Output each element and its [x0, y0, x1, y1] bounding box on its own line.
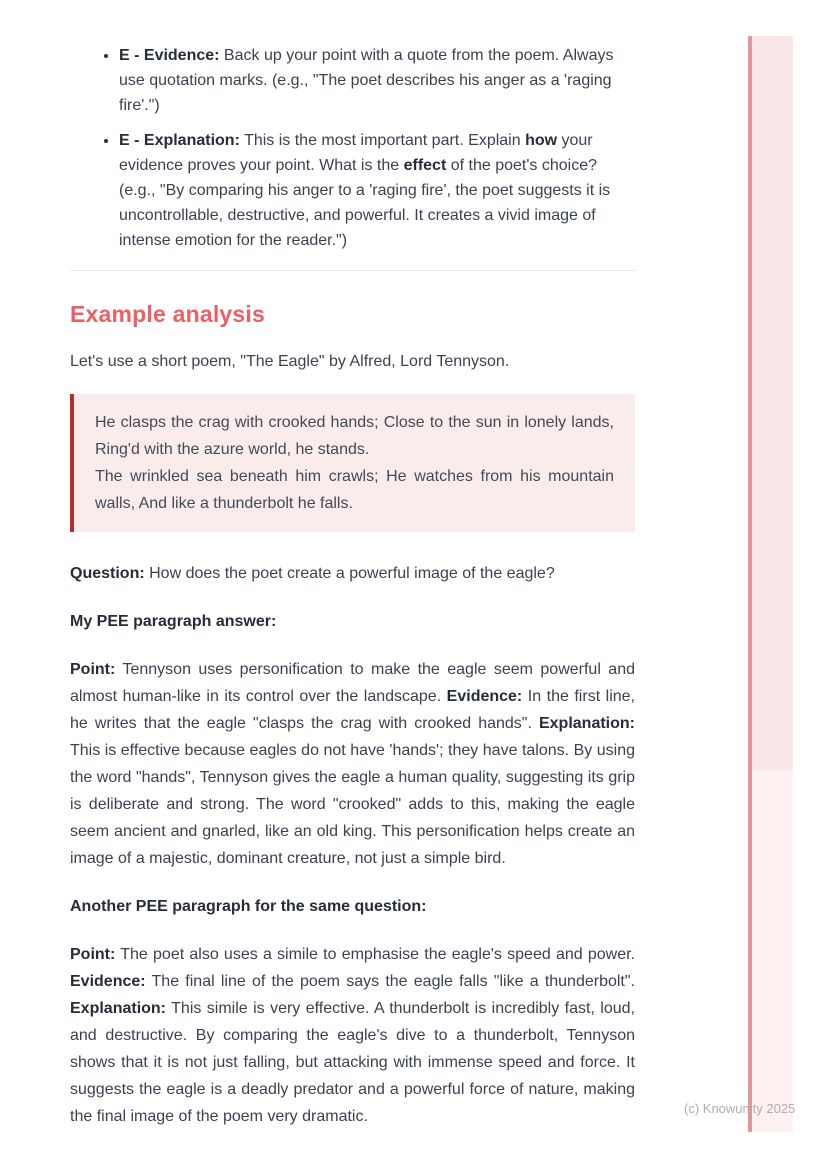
- evidence-label: Evidence:: [446, 688, 523, 705]
- page-edge-band-lower: [752, 770, 793, 1132]
- question-text: How does the poet create a powerful image of the eagle?: [144, 565, 555, 582]
- copyright-watermark: (c) Knowunity 2025: [684, 1101, 796, 1116]
- question-paragraph: [70, 560, 635, 587]
- point-label: Point:: [70, 946, 116, 963]
- page-edge-band: [748, 36, 793, 1132]
- bullet-term: E - Evidence:: [119, 47, 220, 64]
- emphasis-effect: effect: [403, 157, 447, 174]
- emphasis-how: how: [525, 132, 558, 149]
- point-label: Point:: [70, 661, 116, 678]
- bullet-text: This is the most important part. Explain: [239, 132, 526, 149]
- poem-line-2: The wrinkled sea beneath him crawls; He watches from his mountain walls, And like a thunderbolt he falls.: [95, 468, 614, 512]
- poem-line-1: He clasps the crag with crooked hands; Close to the sun in lonely lands, Ring'd with the azure world, he stands.: [95, 414, 614, 458]
- paragraph-text: In the first line, he writes that the eagle "clasps the crag with crooked hands".: [70, 688, 635, 732]
- section-divider: [70, 270, 635, 271]
- intro-paragraph: Let's use a short poem, "The Eagle" by Alfred, Lord Tennyson.: [70, 353, 510, 370]
- section-heading: Example analysis: [70, 301, 265, 327]
- page-edge-band-line: [748, 36, 752, 1132]
- another-paragraph-label: Another PEE paragraph for the same question:: [70, 898, 427, 915]
- poem-blockquote: [70, 394, 635, 532]
- question-label: Question:: [70, 565, 145, 582]
- pee-paragraph-2: [70, 941, 635, 1130]
- list-item-evidence: [119, 43, 635, 118]
- answer-label: My PEE paragraph answer:: [70, 613, 277, 630]
- paragraph-text: This simile is very effective. A thunderbolt is incredibly fast, loud, and destructive. By comparing the eagle's dive to a thunderbolt, Tennyson shows that it is not just falling, but attacking with immense speed and force. It suggests the eagle is a deadly predator and a powerful force of nature, making the final image of the poem very dramatic.: [70, 1000, 635, 1125]
- page-edge-band-upper: [752, 36, 793, 770]
- pee-paragraph-1: [70, 656, 635, 872]
- paragraph-text: This is effective because eagles do not have 'hands'; they have talons. By using the word "hands", Tennyson gives the eagle a human quality, suggesting its grip is deliberate and strong. The word "crooked" adds to this, making the eagle seem ancient and gnarled, like an old king. This personification helps create an image of a majestic, dominant creature, not just a simple bird.: [70, 742, 635, 867]
- paragraph-text: The final line of the poem says the eagle falls "like a thunderbolt".: [145, 973, 635, 990]
- list-item-explanation: [119, 128, 635, 253]
- document-content: [70, 0, 635, 1130]
- bullet-text: of the poet's choice? (e.g., "By comparing his anger to a 'raging fire', the poet suggests it is uncontrollable, destructive, and powerful. It creates a vivid image of intense emotion for the reader."): [119, 157, 611, 249]
- explanation-label: Explanation:: [538, 715, 635, 732]
- paragraph-text: Tennyson uses personification to make the eagle seem powerful and almost human-like in its control over the landscape.: [70, 661, 635, 705]
- pee-bullet-list: [70, 43, 635, 253]
- paragraph-text: The poet also uses a simile to emphasise the eagle's speed and power.: [115, 946, 635, 963]
- explanation-label: Explanation:: [70, 1000, 167, 1017]
- bullet-term: E - Explanation:: [119, 132, 240, 149]
- evidence-label: Evidence:: [70, 973, 146, 990]
- bullet-text: your evidence proves your point. What is the: [119, 132, 593, 174]
- bullet-text: Back up your point with a quote from the poem. Always use quotation marks. (e.g., "The poet describes his anger as a 'raging fire'."): [119, 47, 614, 114]
